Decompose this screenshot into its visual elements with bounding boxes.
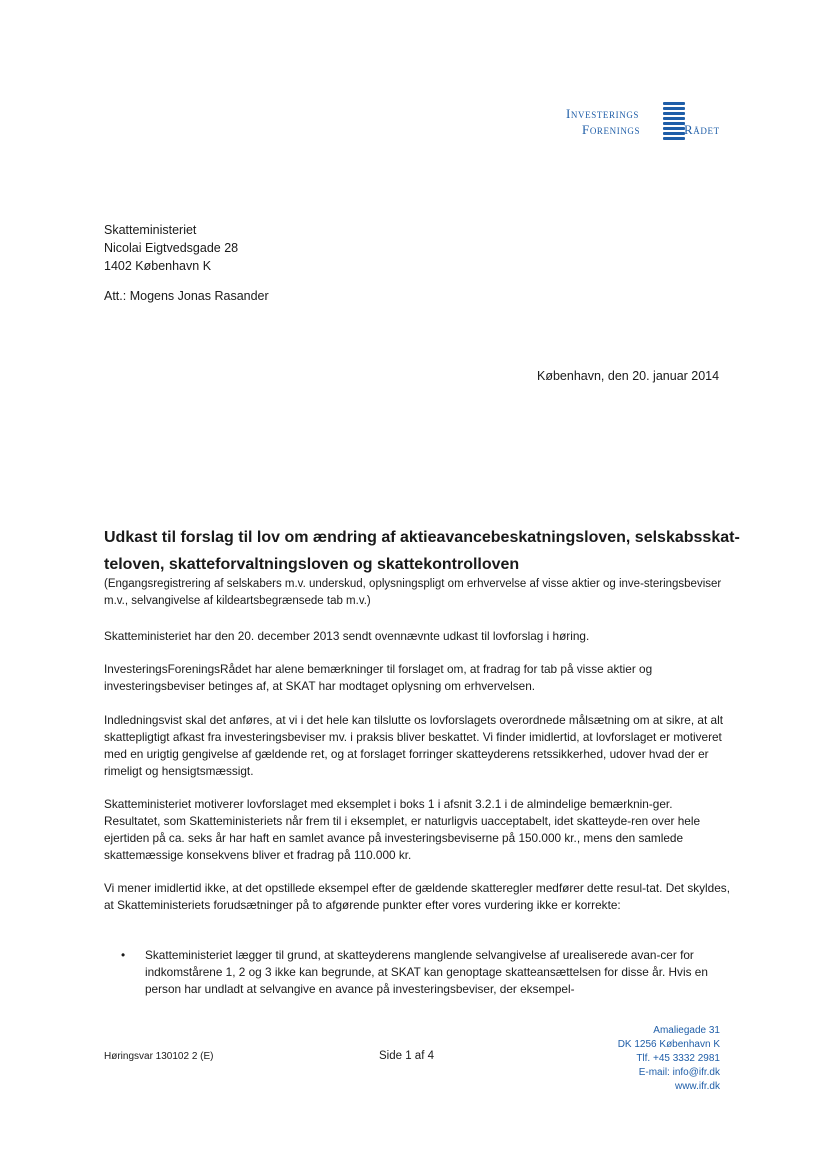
logo-line-investerings: Investerings — [566, 106, 640, 121]
footer-reference: Høringsvar 130102 2 (E) — [104, 1051, 214, 1062]
letter-date: København, den 20. januar 2014 — [537, 369, 720, 383]
document-subtitle: (Engangsregistrering af selskabers m.v. underskud, oplysningspligt om erhvervelse af visse aktier og inve-steringsbeviser m.v., selvangivelse af kildeartsbegrænsede tab m.v.) — [104, 578, 722, 607]
contact-phone: Tlf. +45 3332 2981 — [636, 1053, 720, 1064]
paragraph: Indledningsvist skal det anføres, at vi i det hele kan tilslutte os lovforslagets overordnede målsætning om at sikre, at alt skattepligtigt afkast fra investeringsbeviser mv. i praksis bliver beskattet. Vi finder imidlertid, at lovforslaget er motiveret med en urigtig gengivelse af gældende ret, og at forslaget forringer skatteyderens retssikkerhed, udover hvad der er rimeligt og hensigtsmæssigt. — [104, 713, 723, 778]
recipient-line: Skatteministeriet — [104, 223, 197, 237]
logo-line-forenings: Forenings — [582, 122, 641, 137]
contact-website: www.ifr.dk — [674, 1081, 720, 1092]
page-number: Side 1 af 4 — [379, 1050, 434, 1062]
logo-line-raadet: Rådet — [684, 122, 720, 137]
contact-email: E-mail: info@ifr.dk — [638, 1067, 720, 1078]
contact-street: Amaliegade 31 — [653, 1025, 720, 1036]
document-title: Udkast til forslag til lov om ændring af aktieavancebeskatningsloven, selskabsskat-teloven, skatteforvaltningsloven og skattekontrolloven — [104, 529, 740, 573]
paragraph: Vi mener imidlertid ikke, at det opstillede eksempel efter de gældende skatteregler medfører dette resul-tat. Det skyldes, at Skatteministeriets forudsætninger på to afgørende punkter efter vores vurdering ikke er korrekte: — [104, 881, 730, 912]
paragraph: Skatteministeriet har den 20. december 2013 sendt ovennævnte udkast til lovforslag i høring. — [104, 629, 590, 643]
bullet-icon: • — [121, 948, 126, 962]
contact-city: DK 1256 København K — [617, 1039, 720, 1050]
organization-logo — [566, 98, 736, 146]
recipient-line: Nicolai Eigtvedsgade 28 — [104, 241, 239, 255]
paragraph: InvesteringsForeningsRådet har alene bemærkninger til forslaget om, at fradrag for tab på visse aktier og investeringsbeviser betinges af, at SKAT har modtaget oplysning om erhvervelsen. — [104, 662, 653, 693]
bullet-text: Skatteministeriet lægger til grund, at skatteyderens manglende selvangivelse af urealiserede avan-cer for indkomstårene 1, 2 og 3 ikke kan begrunde, at SKAT kan genoptage skatteansættelsen for disse år. Hvis en person har undladt at selvangive en avance på investeringsbeviser, der eksempel- — [145, 948, 708, 996]
footer-contact — [560, 1024, 720, 1094]
recipient-line: 1402 København K — [104, 259, 212, 273]
paragraph: Skatteministeriet motiverer lovforslaget med eksemplet i boks 1 i afsnit 3.2.1 i de almindelige bemærknin-ger. Resultatet, som Skatteministeriets når frem til i eksemplet, er naturligvis uacceptabelt, idet skatteyde-ren over hele ejertiden på ca. seks år har haft en samlet avance på investeringsbeviserne på 150.000 kr., mens den samlede skattemæssige konsekvens bliver et fradrag på 110.000 kr. — [104, 797, 701, 862]
attention-line: Att.: Mogens Jonas Rasander — [104, 289, 269, 303]
recipient-address — [104, 221, 238, 275]
logo-stack-icon — [663, 102, 685, 142]
